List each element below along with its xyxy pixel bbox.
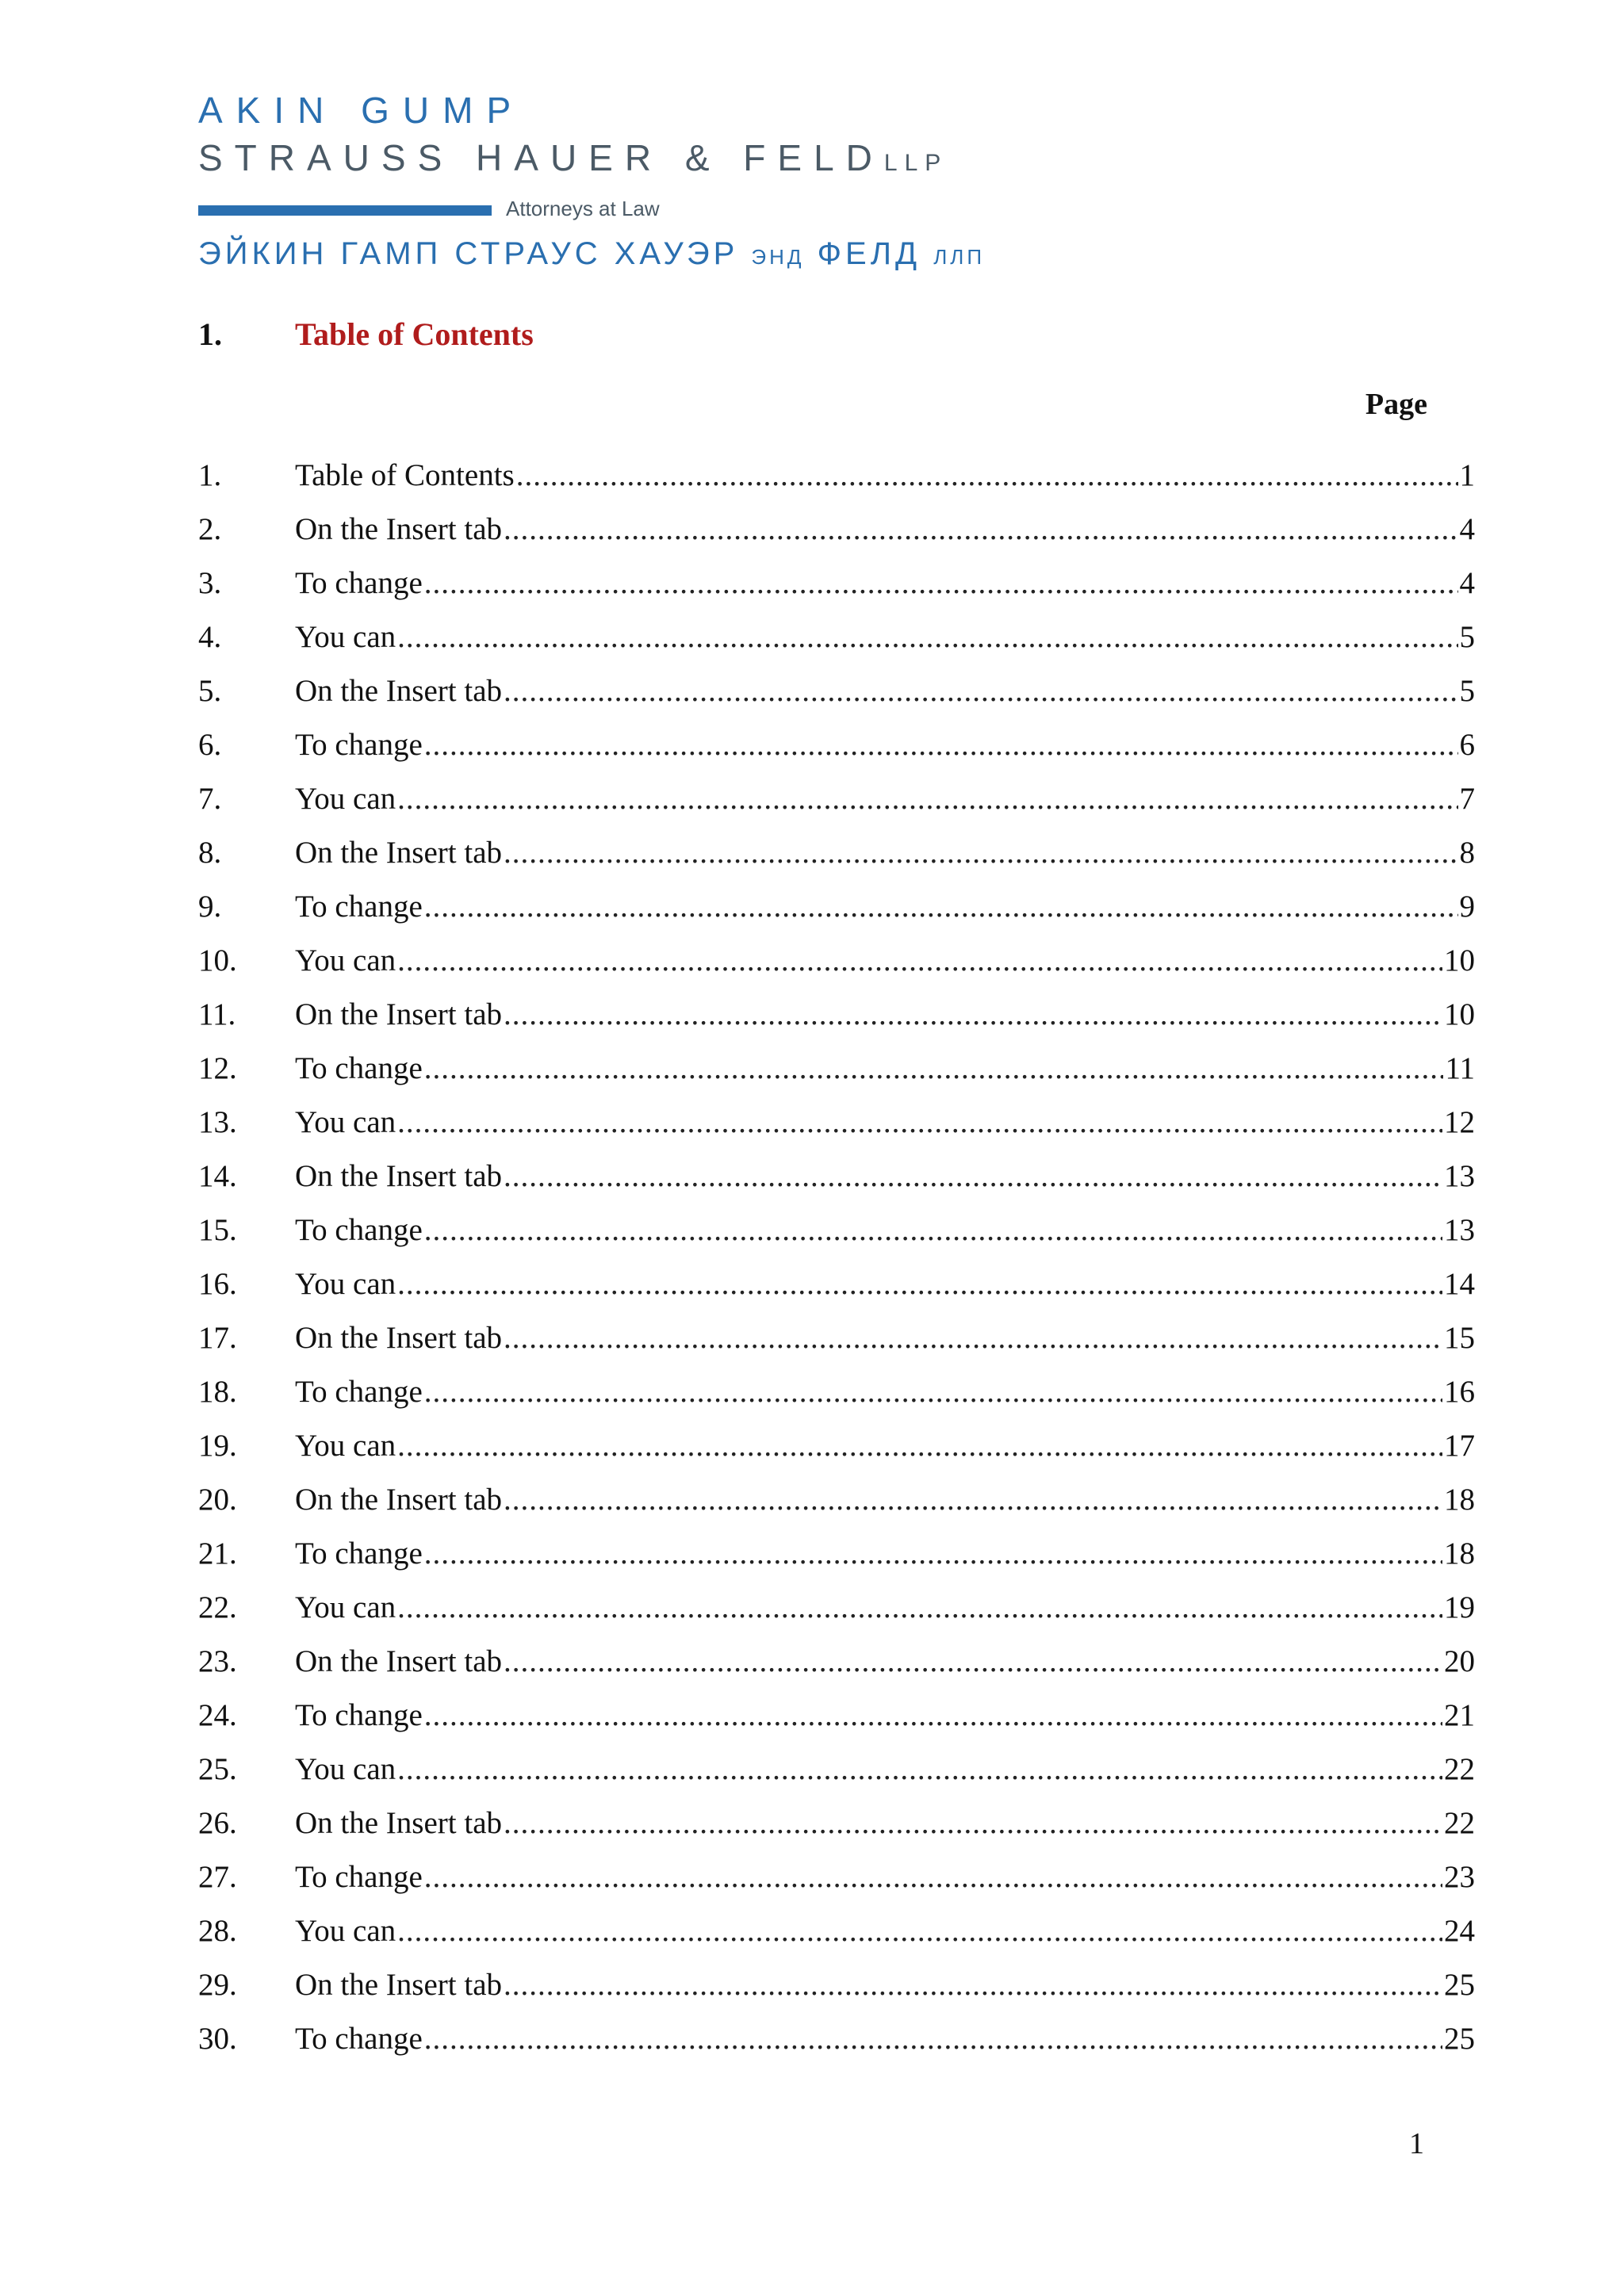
toc-entry-number: 11. (198, 997, 236, 1031)
toc-entry-page[interactable]: 4 (1459, 512, 1475, 546)
toc-entry-title[interactable]: On the Insert tab (295, 1321, 503, 1355)
toc-entry[interactable] (198, 886, 1475, 940)
toc-entry-number: 17. (198, 1321, 237, 1355)
toc-entry-page[interactable]: 25 (1444, 1968, 1475, 2002)
toc-entry-title[interactable]: To change (295, 728, 423, 762)
toc-entry-number: 21. (198, 1536, 237, 1571)
firm-name-line-2-text: STRAUSS HAUER & FELD (198, 137, 884, 178)
toc-entry-number: 26. (198, 1806, 237, 1840)
toc-entry[interactable] (198, 2019, 1475, 2072)
toc-entry-number: 28. (198, 1914, 237, 1948)
toc-entry-title[interactable]: You can (295, 943, 396, 978)
toc-entry-title[interactable]: To change (295, 1536, 423, 1571)
toc-entry-page[interactable]: 10 (1444, 997, 1475, 1031)
toc-entry[interactable] (198, 1857, 1475, 1911)
toc-entry-page[interactable]: 15 (1444, 1321, 1475, 1355)
toc-dot-leader (397, 1911, 1442, 1952)
toc-dot-leader (504, 1318, 1442, 1359)
page-number: 1 (1409, 2127, 1424, 2160)
firm-tagline: Attorneys at Law (506, 197, 660, 220)
firm-name-cyrillic-feld: ФЕЛД (817, 236, 921, 271)
toc-entry-title[interactable]: On the Insert tab (295, 1806, 503, 1840)
toc-entry-number: 18. (198, 1375, 237, 1409)
toc-dot-leader (504, 671, 1457, 712)
toc-dot-leader (424, 1857, 1442, 1898)
firm-name-line-2 (198, 136, 948, 179)
toc-entry-page[interactable]: 16 (1444, 1375, 1475, 1409)
toc-entry-title[interactable]: To change (295, 1375, 423, 1409)
toc-dot-leader (424, 1372, 1442, 1413)
toc-entry-number: 30. (198, 2022, 237, 2056)
toc-entry-page[interactable]: 13 (1444, 1213, 1475, 1247)
toc-dot-leader (424, 725, 1458, 766)
toc-entry-number: 13. (198, 1105, 237, 1139)
toc-entry-title[interactable]: You can (295, 1267, 396, 1301)
toc-entry[interactable] (198, 563, 1475, 617)
toc-dot-leader (397, 1749, 1442, 1790)
toc-entry-number: 3. (198, 566, 222, 600)
toc-dot-leader (397, 1425, 1442, 1467)
firm-name-cyrillic-and: ЭНД (751, 245, 805, 269)
toc-entry-page[interactable]: 21 (1444, 1698, 1475, 1732)
firm-name-cyrillic-suffix: ЛЛП (933, 245, 985, 269)
toc-dot-leader (424, 563, 1458, 604)
toc-entry-title[interactable]: On the Insert tab (295, 674, 503, 708)
toc-entry-number: 10. (198, 943, 237, 978)
toc-heading-title: Table of Contents (295, 316, 534, 352)
firm-name-line-1: AKIN GUMP (198, 90, 525, 131)
toc-entry-title[interactable]: You can (295, 1752, 396, 1786)
toc-dot-leader (397, 779, 1457, 820)
toc-dot-leader (504, 1156, 1442, 1197)
toc-entry-title[interactable]: You can (295, 782, 396, 816)
toc-dot-leader (424, 1048, 1444, 1089)
toc-entry-page[interactable]: 5 (1459, 620, 1475, 654)
letterhead-blue-bar (198, 205, 492, 216)
toc-entry-page[interactable]: 23 (1444, 1860, 1475, 1894)
toc-entry-page[interactable]: 4 (1459, 566, 1475, 600)
toc-entry[interactable] (198, 1048, 1475, 1102)
toc-entry-page[interactable]: 14 (1444, 1267, 1475, 1301)
toc-entry[interactable] (198, 455, 1475, 509)
toc-entry-title[interactable]: Table of Contents (295, 458, 515, 492)
toc-entry-number: 4. (198, 620, 222, 654)
toc-entry-number: 24. (198, 1698, 237, 1732)
toc-entry[interactable] (198, 725, 1475, 779)
toc-entry-page[interactable]: 12 (1444, 1105, 1475, 1139)
table-of-contents (198, 455, 1475, 2072)
toc-entry-title[interactable]: To change (295, 1051, 423, 1085)
toc-entry-number: 20. (198, 1483, 237, 1517)
toc-entry[interactable] (198, 617, 1475, 671)
toc-entry-number: 22. (198, 1590, 237, 1624)
toc-entry-page[interactable]: 1 (1459, 458, 1475, 492)
toc-entry-title[interactable]: On the Insert tab (295, 1968, 503, 2002)
toc-entry-page[interactable]: 24 (1444, 1914, 1475, 1948)
toc-entry-page[interactable]: 22 (1444, 1806, 1475, 1840)
toc-entry-page[interactable]: 20 (1444, 1644, 1475, 1678)
toc-entry-number: 14. (198, 1159, 237, 1193)
toc-entry-page[interactable]: 7 (1459, 782, 1475, 816)
toc-entry[interactable] (198, 671, 1475, 725)
toc-entry-number: 9. (198, 890, 222, 924)
toc-entry[interactable] (198, 779, 1475, 832)
toc-entry-number: 8. (198, 836, 222, 870)
toc-entry[interactable] (198, 1533, 1475, 1587)
toc-entry-number: 1. (198, 458, 222, 492)
toc-entry-number: 15. (198, 1213, 237, 1247)
toc-entry-number: 2. (198, 512, 222, 546)
toc-dot-leader (504, 1965, 1442, 2006)
toc-entry-page[interactable]: 8 (1459, 836, 1475, 870)
toc-entry-title[interactable]: You can (295, 1914, 396, 1948)
firm-letterhead (198, 89, 1102, 279)
toc-entry-page[interactable]: 17 (1444, 1429, 1475, 1463)
toc-dot-leader (397, 1587, 1442, 1628)
toc-entry-page[interactable]: 22 (1444, 1752, 1475, 1786)
toc-dot-leader (504, 832, 1457, 874)
toc-entry-title[interactable]: On the Insert tab (295, 1644, 503, 1678)
toc-entry[interactable] (198, 1695, 1475, 1749)
toc-dot-leader (424, 2019, 1442, 2060)
toc-entry-page[interactable]: 6 (1459, 728, 1475, 762)
toc-dot-leader (504, 994, 1442, 1035)
toc-entry-number: 12. (198, 1051, 237, 1085)
toc-dot-leader (397, 617, 1457, 658)
toc-entry-page[interactable]: 9 (1459, 890, 1475, 924)
toc-entry-page[interactable]: 10 (1444, 943, 1475, 978)
toc-dot-leader (504, 1803, 1442, 1844)
toc-entry-page[interactable]: 18 (1444, 1483, 1475, 1517)
toc-entry-number: 25. (198, 1752, 237, 1786)
toc-entry-page[interactable]: 25 (1444, 2022, 1475, 2056)
toc-entry-title[interactable]: You can (295, 1105, 396, 1139)
toc-entry-number: 7. (198, 782, 222, 816)
toc-entry-number: 19. (198, 1429, 237, 1463)
toc-entry-page[interactable]: 18 (1444, 1536, 1475, 1571)
toc-entry-page[interactable]: 13 (1444, 1159, 1475, 1193)
toc-entry-title[interactable]: To change (295, 566, 423, 600)
toc-dot-leader (504, 1641, 1442, 1682)
toc-dot-leader (397, 940, 1442, 982)
toc-entry-title[interactable]: On the Insert tab (295, 512, 503, 546)
toc-dot-leader (424, 1533, 1442, 1575)
toc-entry[interactable] (198, 1965, 1475, 2019)
toc-dot-leader (397, 1102, 1442, 1143)
firm-suffix-llp: LLP (883, 150, 948, 176)
toc-entry-title[interactable]: On the Insert tab (295, 836, 503, 870)
toc-entry-title[interactable]: On the Insert tab (295, 1483, 503, 1517)
toc-entry-number: 5. (198, 674, 222, 708)
toc-entry[interactable] (198, 1318, 1475, 1372)
toc-entry[interactable] (198, 509, 1475, 563)
toc-entry[interactable] (198, 1425, 1475, 1479)
toc-dot-leader (424, 886, 1458, 928)
toc-entry-number: 23. (198, 1644, 237, 1678)
toc-entry[interactable] (198, 832, 1475, 886)
toc-dot-leader (424, 1210, 1442, 1251)
toc-entry[interactable] (198, 1749, 1475, 1803)
toc-entry[interactable] (198, 1911, 1475, 1965)
toc-dot-leader (504, 1479, 1442, 1521)
toc-entry-page[interactable]: 11 (1445, 1051, 1475, 1085)
toc-entry-title[interactable]: You can (295, 1590, 396, 1624)
toc-entry[interactable] (198, 1479, 1475, 1533)
toc-entry-title[interactable]: To change (295, 1213, 423, 1247)
toc-entry-title[interactable]: To change (295, 1860, 423, 1894)
toc-entry-title[interactable]: To change (295, 2022, 423, 2056)
toc-dot-leader (504, 509, 1457, 550)
firm-name-cyrillic-main: ЭЙКИН ГАМП СТРАУС ХАУЭР (198, 236, 739, 271)
toc-entry[interactable] (198, 940, 1475, 994)
toc-dot-leader (397, 1264, 1442, 1305)
toc-entry-title[interactable]: To change (295, 890, 423, 924)
toc-entry[interactable] (198, 1102, 1475, 1156)
toc-entry-number: 29. (198, 1968, 237, 2002)
toc-entry-title[interactable]: To change (295, 1698, 423, 1732)
toc-entry-number: 6. (198, 728, 222, 762)
toc-dot-leader (516, 455, 1458, 496)
toc-entry-title[interactable]: On the Insert tab (295, 1159, 503, 1193)
toc-entry-page[interactable]: 5 (1459, 674, 1475, 708)
toc-entry[interactable] (198, 1264, 1475, 1318)
page-column-label: Page (1365, 388, 1427, 421)
toc-entry[interactable] (198, 1156, 1475, 1210)
toc-entry-title[interactable]: You can (295, 1429, 396, 1463)
firm-name-cyrillic (198, 236, 985, 272)
toc-entry[interactable] (198, 1587, 1475, 1641)
toc-entry-number: 16. (198, 1267, 237, 1301)
toc-dot-leader (424, 1695, 1442, 1736)
toc-entry-title[interactable]: You can (295, 620, 396, 654)
toc-entry[interactable] (198, 1210, 1475, 1264)
toc-entry[interactable] (198, 1641, 1475, 1695)
toc-entry[interactable] (198, 1372, 1475, 1425)
toc-entry-number: 27. (198, 1860, 237, 1894)
toc-entry[interactable] (198, 994, 1475, 1048)
toc-heading-number: 1. (198, 316, 222, 352)
toc-entry-title[interactable]: On the Insert tab (295, 997, 503, 1031)
toc-entry[interactable] (198, 1803, 1475, 1857)
toc-entry-page[interactable]: 19 (1444, 1590, 1475, 1624)
